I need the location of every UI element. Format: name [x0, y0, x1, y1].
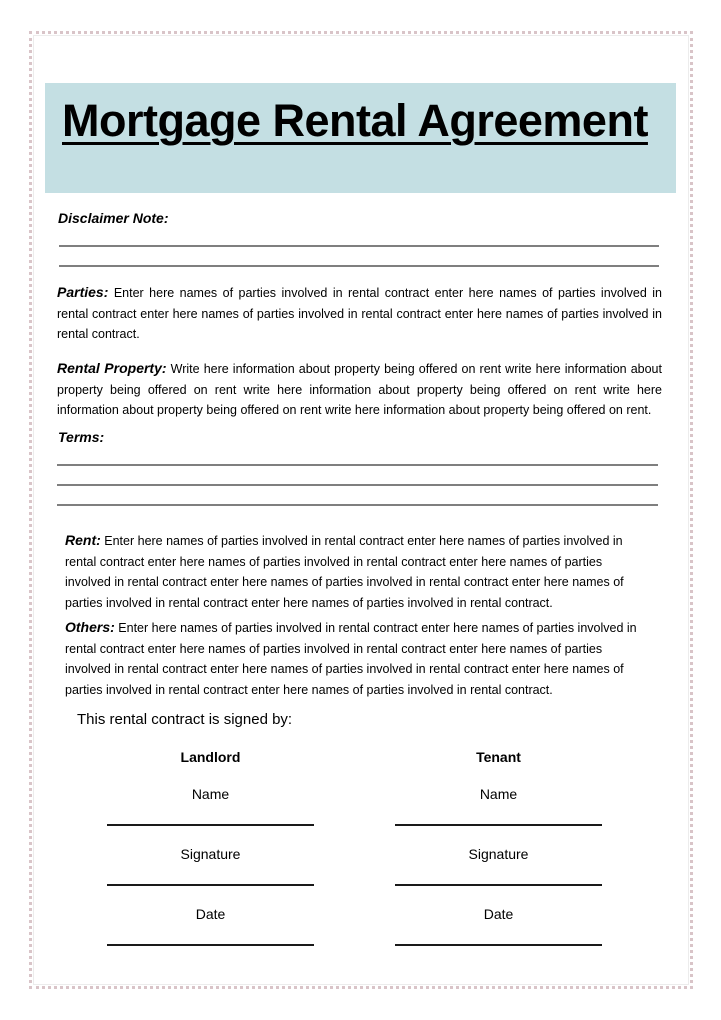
landlord-signature-label: Signature [180, 846, 241, 862]
tenant-signature-line[interactable] [395, 884, 602, 886]
others-section [65, 617, 650, 700]
parties-text: Enter here names of parties involved in rental contract enter here names of parties involved in rental contract enter here names of parties involved in rental contract enter here names of parties involved in rental contract. [57, 286, 662, 341]
tenant-signature-label: Signature [468, 846, 529, 862]
landlord-heading: Landlord [180, 749, 241, 765]
title-banner [45, 83, 676, 193]
landlord-signature-line[interactable] [107, 884, 314, 886]
tenant-date-label: Date [483, 906, 514, 922]
parties-section [57, 282, 662, 345]
signed-by-statement: This rental contract is signed by: [77, 711, 293, 728]
landlord-signature-block [107, 749, 314, 949]
landlord-name-line[interactable] [107, 824, 314, 826]
rental-property-section [57, 358, 662, 421]
parties-label: Parties: [57, 284, 109, 300]
rental-property-label: Rental Property: [57, 360, 167, 376]
terms-blank-line-1[interactable] [57, 464, 658, 466]
rent-text: Enter here names of parties involved in rental contract enter here names of parties involved in rental contract enter here names of parties involved in rental contract enter here names of parties involved in rental contract enter here names of parties involved in rental contract enter here names of parties involved in rental contract enter here names of parties involved in rental contract. [65, 534, 624, 610]
tenant-heading: Tenant [476, 749, 521, 765]
tenant-date-line[interactable] [395, 944, 602, 946]
landlord-date-line[interactable] [107, 944, 314, 946]
document-title: Mortgage Rental Agreement [62, 95, 648, 146]
rent-section [65, 530, 650, 613]
terms-blank-line-2[interactable] [57, 484, 658, 486]
tenant-signature-block [395, 749, 602, 949]
disclaimer-label: Disclaimer Note: [58, 210, 169, 226]
others-text: Enter here names of parties involved in rental contract enter here names of parties involved in rental contract enter here names of parties involved in rental contract enter here names of parties involved in rental contract enter here names of parties involved in rental contract enter here names of parties involved in rental contract enter here names of parties involved in rental contract. [65, 621, 637, 697]
tenant-name-label: Name [479, 786, 518, 802]
landlord-name-label: Name [191, 786, 230, 802]
others-label: Others: [65, 619, 115, 635]
terms-blank-line-3[interactable] [57, 504, 658, 506]
tenant-name-line[interactable] [395, 824, 602, 826]
terms-label: Terms: [58, 429, 105, 445]
landlord-date-label: Date [195, 906, 226, 922]
rent-label: Rent: [65, 532, 101, 548]
disclaimer-blank-line-1[interactable] [59, 245, 659, 247]
disclaimer-blank-line-2[interactable] [59, 265, 659, 267]
rental-property-text: Write here information about property being offered on rent write here information about property being offered on rent write here information about property being offered on rent write here information about property being offered on rent write here information about property being offered on rent. [57, 362, 662, 417]
